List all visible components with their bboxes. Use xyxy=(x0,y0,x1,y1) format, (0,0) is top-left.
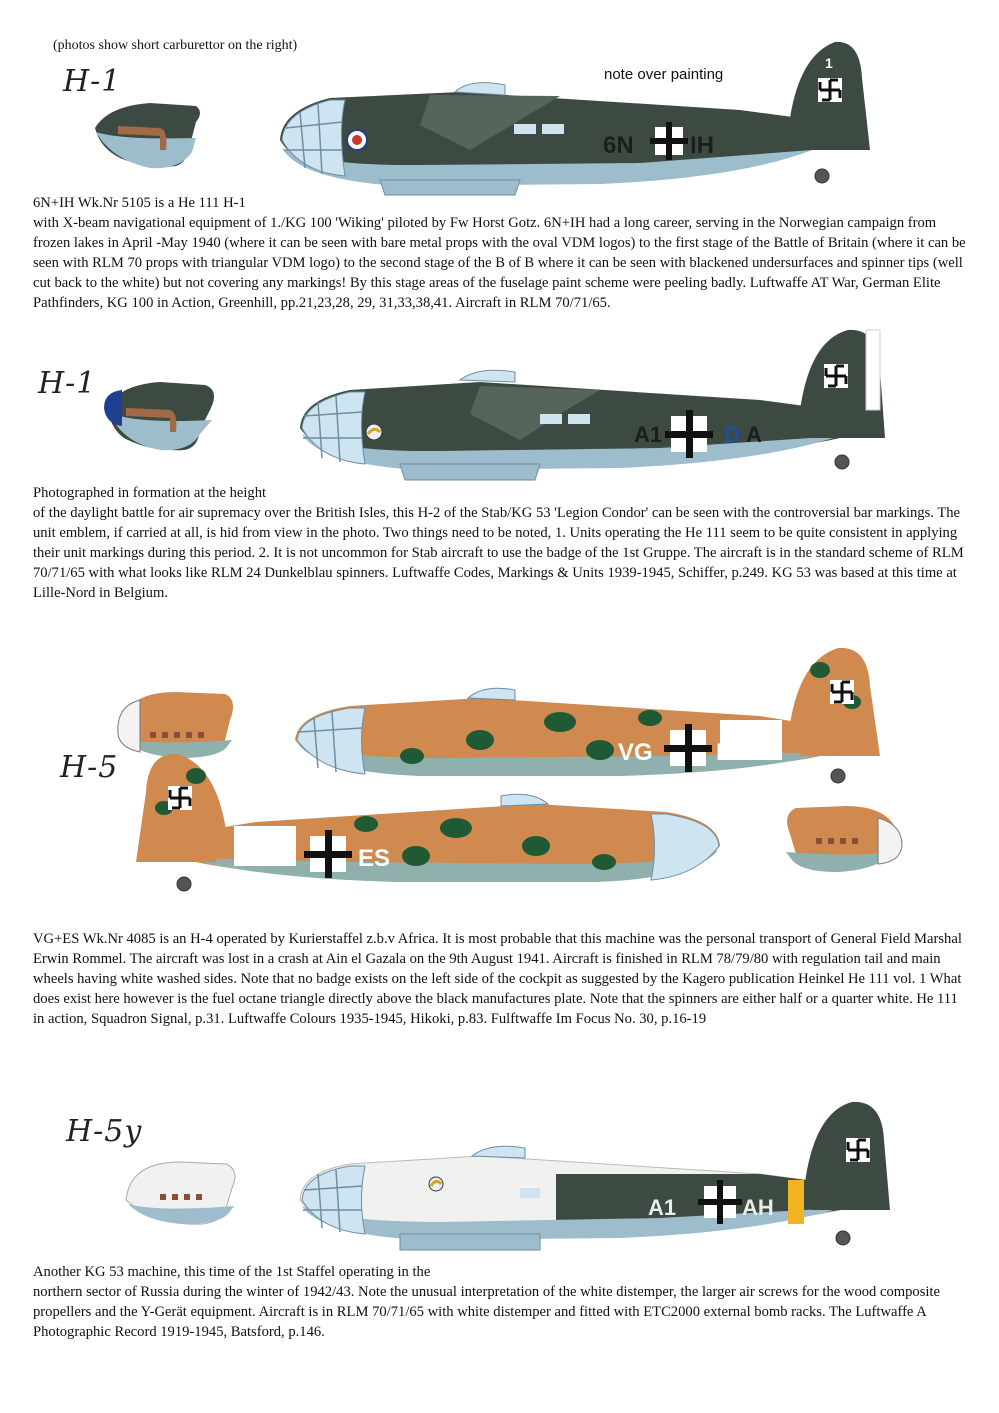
caption-h1-a1-da xyxy=(33,483,968,603)
fuselage-code-blue-d: D xyxy=(724,422,740,447)
caption-line: VG+ES Wk.Nr 4085 is an H-4 operated by Kurierstaffel z.b.v Africa. It is most probable that this machine was the personal transport of General Field Marshal Erwin Rommel. The aircraft was lost in a crash at Ain el Gazala on the 9th August 1941. Aircraft is finished in RLM 78/79/80 with regulation tail and main wheels having white washed sides. Note that no badge exists on the left side of the cockpit as suggested by the Kagero publication Heinkel He 111 vol. 1 What does exist here however is the fuel octane triangle directly above the black manufactures plate. Note that the spinners are either half or a quarter white. He 111 in action, Squadron Signal, p.31. Luftwaffe Colours 1935-1945, Hikoki, p.83. Fulftwaffe Im Focus No. 30, p.16-19 xyxy=(33,931,962,1027)
fuselage-code-left: VG xyxy=(618,739,653,766)
fuselage-code-right: ES xyxy=(716,739,749,766)
fuselage-code-right: IH xyxy=(690,132,714,159)
caption-line: of the daylight battle for air supremacy over the British Isles, this H-2 of the Stab/KG 53 'Legion Condor' can be seen with the controversial bar markings. The unit emblem, if carried at all, is hid from view in the photo. Two things need to be noted, 1. Units operating the He 111 seem to be quite consistent in applying their unit markings during this period. 2. It is not uncommon for Stab aircraft to use the badge of the 1st Gruppe. The aircraft is in the standard scheme of RLM 70/71/65 with what looks like RLM 24 Dunkelblau spinners. Luftwaffe Codes, Markings & Units 1939-1945, Schiffer, p.249. KG 53 was based at this time at Lille-Nord in Belgium. xyxy=(33,505,964,601)
caption-line: Photographed in formation at the height xyxy=(33,485,267,501)
caption-line: Another KG 53 machine, this time of the 1st Staffel operating in the xyxy=(33,1264,431,1280)
caption-h5-vg-es xyxy=(33,929,968,1029)
variant-label-h5y: H-5y xyxy=(66,1114,143,1149)
tail-number: 1 xyxy=(825,55,833,71)
aircraft-profile-h1-6n-ih xyxy=(0,0,999,200)
aircraft-profile-h1-a1-da xyxy=(0,330,999,490)
fuselage-code-left: 6N xyxy=(603,132,634,159)
variant-label-h1: H-1 xyxy=(63,64,122,99)
variant-label-h5: H-5 xyxy=(60,750,119,785)
caption-line: 6N+IH Wk.Nr 5105 is a He 111 H-1 xyxy=(33,195,246,211)
caption-h5y-a1-ah xyxy=(33,1262,968,1342)
fuselage-code-left: A1 xyxy=(634,422,663,447)
fuselage-code-a: A xyxy=(746,422,762,447)
header-note: (photos show short carburettor on the right) xyxy=(53,38,298,53)
variant-label-h1-stab: H-1 xyxy=(38,366,97,401)
fuselage-code-right: ES xyxy=(358,845,391,872)
annotation-note-over-painting: note over painting xyxy=(604,66,724,83)
aircraft-profile-h5y-a1-ah xyxy=(0,1100,999,1260)
caption-line: with X-beam navigational equipment of 1./KG 100 'Wiking' piloted by Fw Horst Gotz. 6N+IH had a long career, serving in the Norwegian campaign from frozen lakes in April -May 1940 (where it can be seen with bare metal props with the oval VDM logos) to the first stage of the Battle of Britain (where it can be seen with RLM 70 props with triangular VDM logo) to the second stage of the B of B where it can be seen with blackened undersurfaces and spinner tips (well cut back to the white) but not covering any markings! By this stage areas of the fuselage paint scheme were peeling badly. Luftwaffe AT War, German Elite Pathfinders, KG 100 in Action, Greenhill, pp.21,23,28, 29, 31,33,38,41. Aircraft in RLM 70/71/65. xyxy=(33,215,966,311)
fuselage-code-right: AH xyxy=(742,1195,774,1220)
fuselage-code-left: VG xyxy=(252,845,287,872)
fuselage-code-left: A1 xyxy=(648,1195,677,1220)
caption-line: northern sector of Russia during the winter of 1942/43. Note the unusual interpretation of the white distemper, the larger air screws for the wood composite propellers and the Y-Gerät equipment. Aircraft is in RLM 70/71/65 with white distemper and fitted with ETC2000 external bomb racks. The Luftwaffe A Photographic Record 1919-1945, Batsford, p.146. xyxy=(33,1284,940,1340)
caption-h1-6n-ih xyxy=(33,193,968,313)
engine-nacelle-detail-3-right xyxy=(0,640,999,920)
